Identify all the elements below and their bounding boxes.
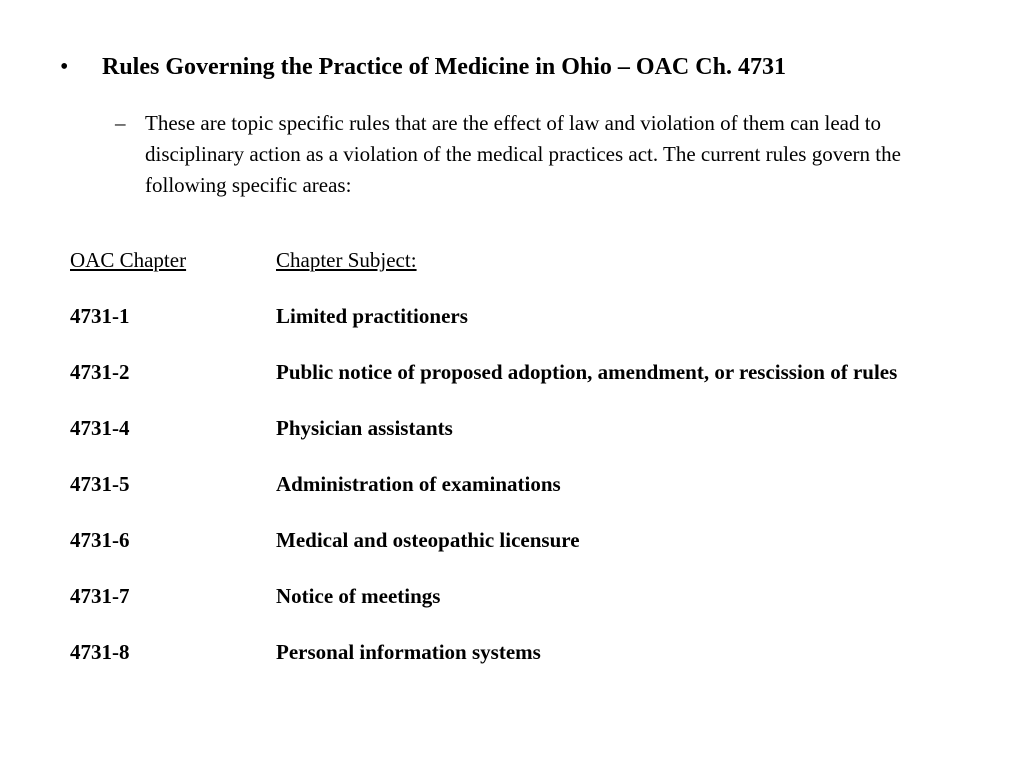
chapter-subject: Limited practitioners [276,304,468,328]
chapter-number: 4731-4 [70,416,130,440]
table-row [70,525,970,556]
bullet-marker: • [60,54,69,80]
table-header-row [70,245,970,276]
table-row [70,301,970,332]
chapter-subject: Notice of meetings [276,584,441,608]
header-chapter-subject: Chapter Subject: [276,248,417,272]
oac-chapter-table [70,245,970,693]
chapter-number: 4731-2 [70,360,130,384]
chapter-number: 4731-6 [70,528,130,552]
table-row [70,581,970,612]
chapter-number: 4731-8 [70,640,130,664]
chapter-subject: Personal information systems [276,640,541,664]
sub-bullet-text: These are topic specific rules that are the effect of law and violation of them can lead to disciplinary action as a violation of the medical practices act. The current rules govern the following specific areas: [145,111,901,197]
chapter-subject: Physician assistants [276,416,453,440]
chapter-number: 4731-5 [70,472,130,496]
chapter-number: 4731-1 [70,304,130,328]
chapter-subject: Administration of examinations [276,472,561,496]
table-row [70,469,970,500]
table-row [70,413,970,444]
chapter-number: 4731-7 [70,584,130,608]
chapter-subject: Medical and osteopathic licensure [276,528,580,552]
slide-heading: Rules Governing the Practice of Medicine in Ohio – OAC Ch. 4731 [102,54,786,80]
table-row [70,357,970,388]
header-oac-chapter: OAC Chapter [70,248,187,272]
dash-marker: – [115,111,126,135]
table-row [70,637,970,668]
chapter-subject: Public notice of proposed adoption, amendment, or rescission of rules [276,360,898,384]
